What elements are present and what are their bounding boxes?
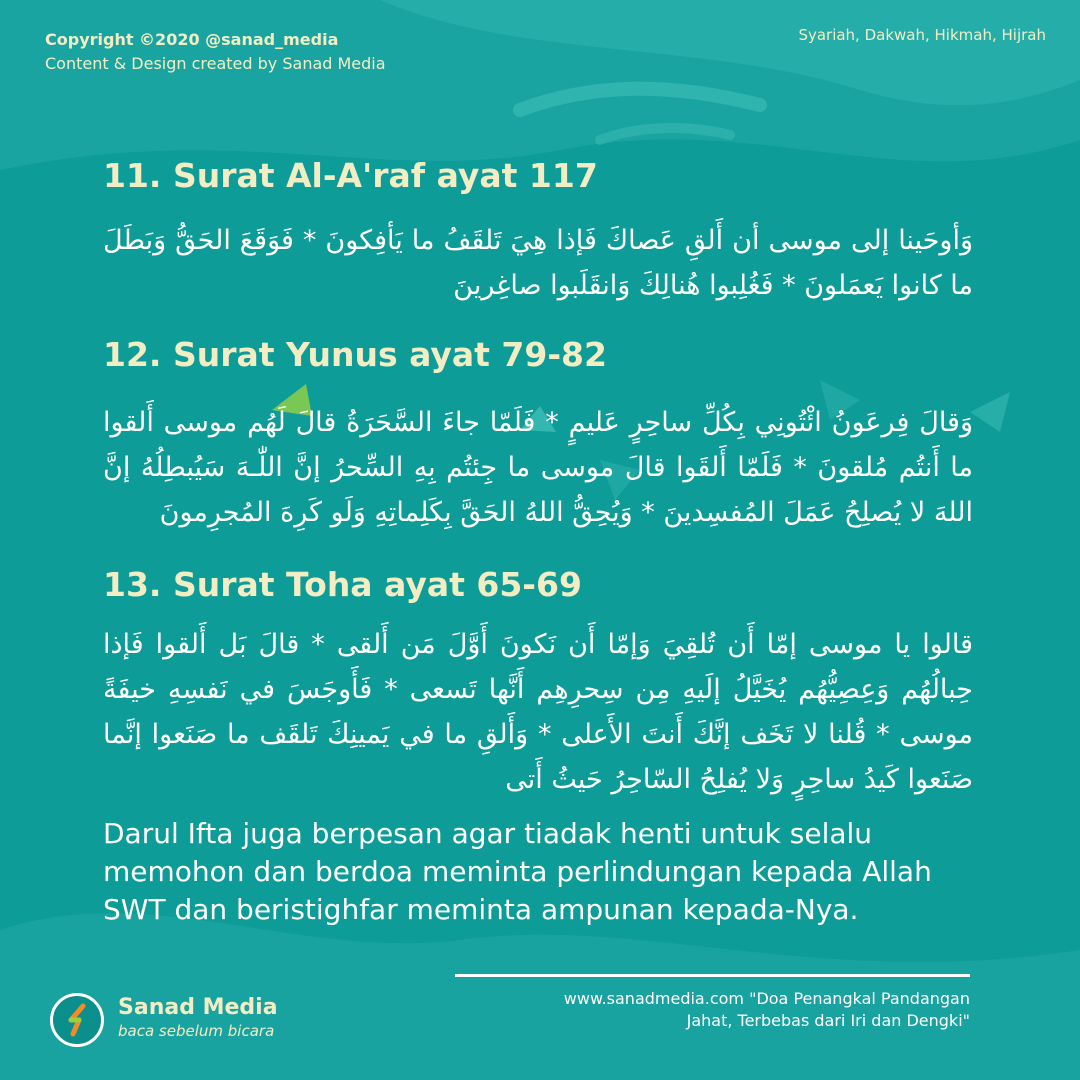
copyright-block [45, 28, 386, 76]
copyright-text: Copyright ©2020 @sanad_media [45, 30, 339, 49]
arabic-verse-toha: قالوا يا موسى إمّا أَن تُلقِيَ وَإمّا أَن نَكونَ أَوَّلَ مَن أَلقى * قالَ بَل أَلقوا فَإذا حِبالُهُم وَعِصِيُّهُم يُخَيَّلُ إلَيهِ مِن سِحرِهِم أَنَّها تَسعى * فَأَوجَسَ في نَفسِهِ خيفَةً موسى * قُلنا لا تَخَف إنَّكَ أَنتَ الأَعلى * وَأَلقِ ما في يَمينِكَ تَلقَف ما صَنَعوا إنَّما صَنَعوا كَيدُ ساحِرٍ وَلا يُفلِحُ السّاحِرُ حَيثُ أَتى [103, 629, 973, 795]
closing-message: Darul Ifta juga berpesan agar tiadak henti untuk selalu memohon dan berdoa meminta perlindungan kepada Allah SWT dan beristighfar meminta ampunan kepada-Nya. [103, 817, 932, 926]
brand-tagline: baca sebelum bicara [118, 1022, 275, 1040]
footer-divider [455, 974, 970, 977]
topics-tagline: Syariah, Dakwah, Hikmah, Hijrah [798, 26, 1046, 44]
source-line-1: www.sanadmedia.com "Doa Penangkal Pandangan [563, 989, 970, 1008]
sanad-media-logo-icon [50, 993, 104, 1047]
arabic-verse-yunus: وَقالَ فِرعَونُ ائْتُونِي بِكُلِّ ساحِرٍ عَليمٍ * فَلَمّا جاءَ السَّحَرَةُ قالَ لَهُم موسى أَلقوا ما أَنتُم مُلقونَ * فَلَمّا أَلقَوا قالَ موسى ما جِئتُم بِهِ السِّحرُ إنَّ اللّٰـهَ سَيُبطِلُهُ إنَّ اللهَ لا يُصلِحُ عَمَلَ المُفسِدينَ * وَيُحِقُّ اللهُ الحَقَّ بِكَلِماتِهِ وَلَو كَرِهَ المُجرِمونَ [103, 407, 973, 528]
source-line-2: Jahat, Terbebas dari Iri dan Dengki" [686, 1011, 970, 1030]
section-heading-yunus: 12. Surat Yunus ayat 79-82 [103, 335, 607, 374]
source-citation [450, 988, 970, 1032]
section-heading-toha: 13. Surat Toha ayat 65-69 [103, 565, 582, 604]
credit-text: Content & Design created by Sanad Media [45, 54, 386, 73]
arabic-verse-al-araf: وَأوحَينا إلى موسى أن أَلقِ عَصاكَ فَإذا هِيَ تَلقَفُ ما يَأفِكونَ * فَوَقَعَ الحَقُّ وَبَطَلَ ما كانوا يَعمَلونَ * فَغُلِبوا هُنالِكَ وَانقَلَبوا صاغِرينَ [103, 225, 973, 301]
brand-name: Sanad Media [118, 995, 278, 1020]
section-heading-al-araf: 11. Surat Al-A'raf ayat 117 [103, 156, 598, 195]
